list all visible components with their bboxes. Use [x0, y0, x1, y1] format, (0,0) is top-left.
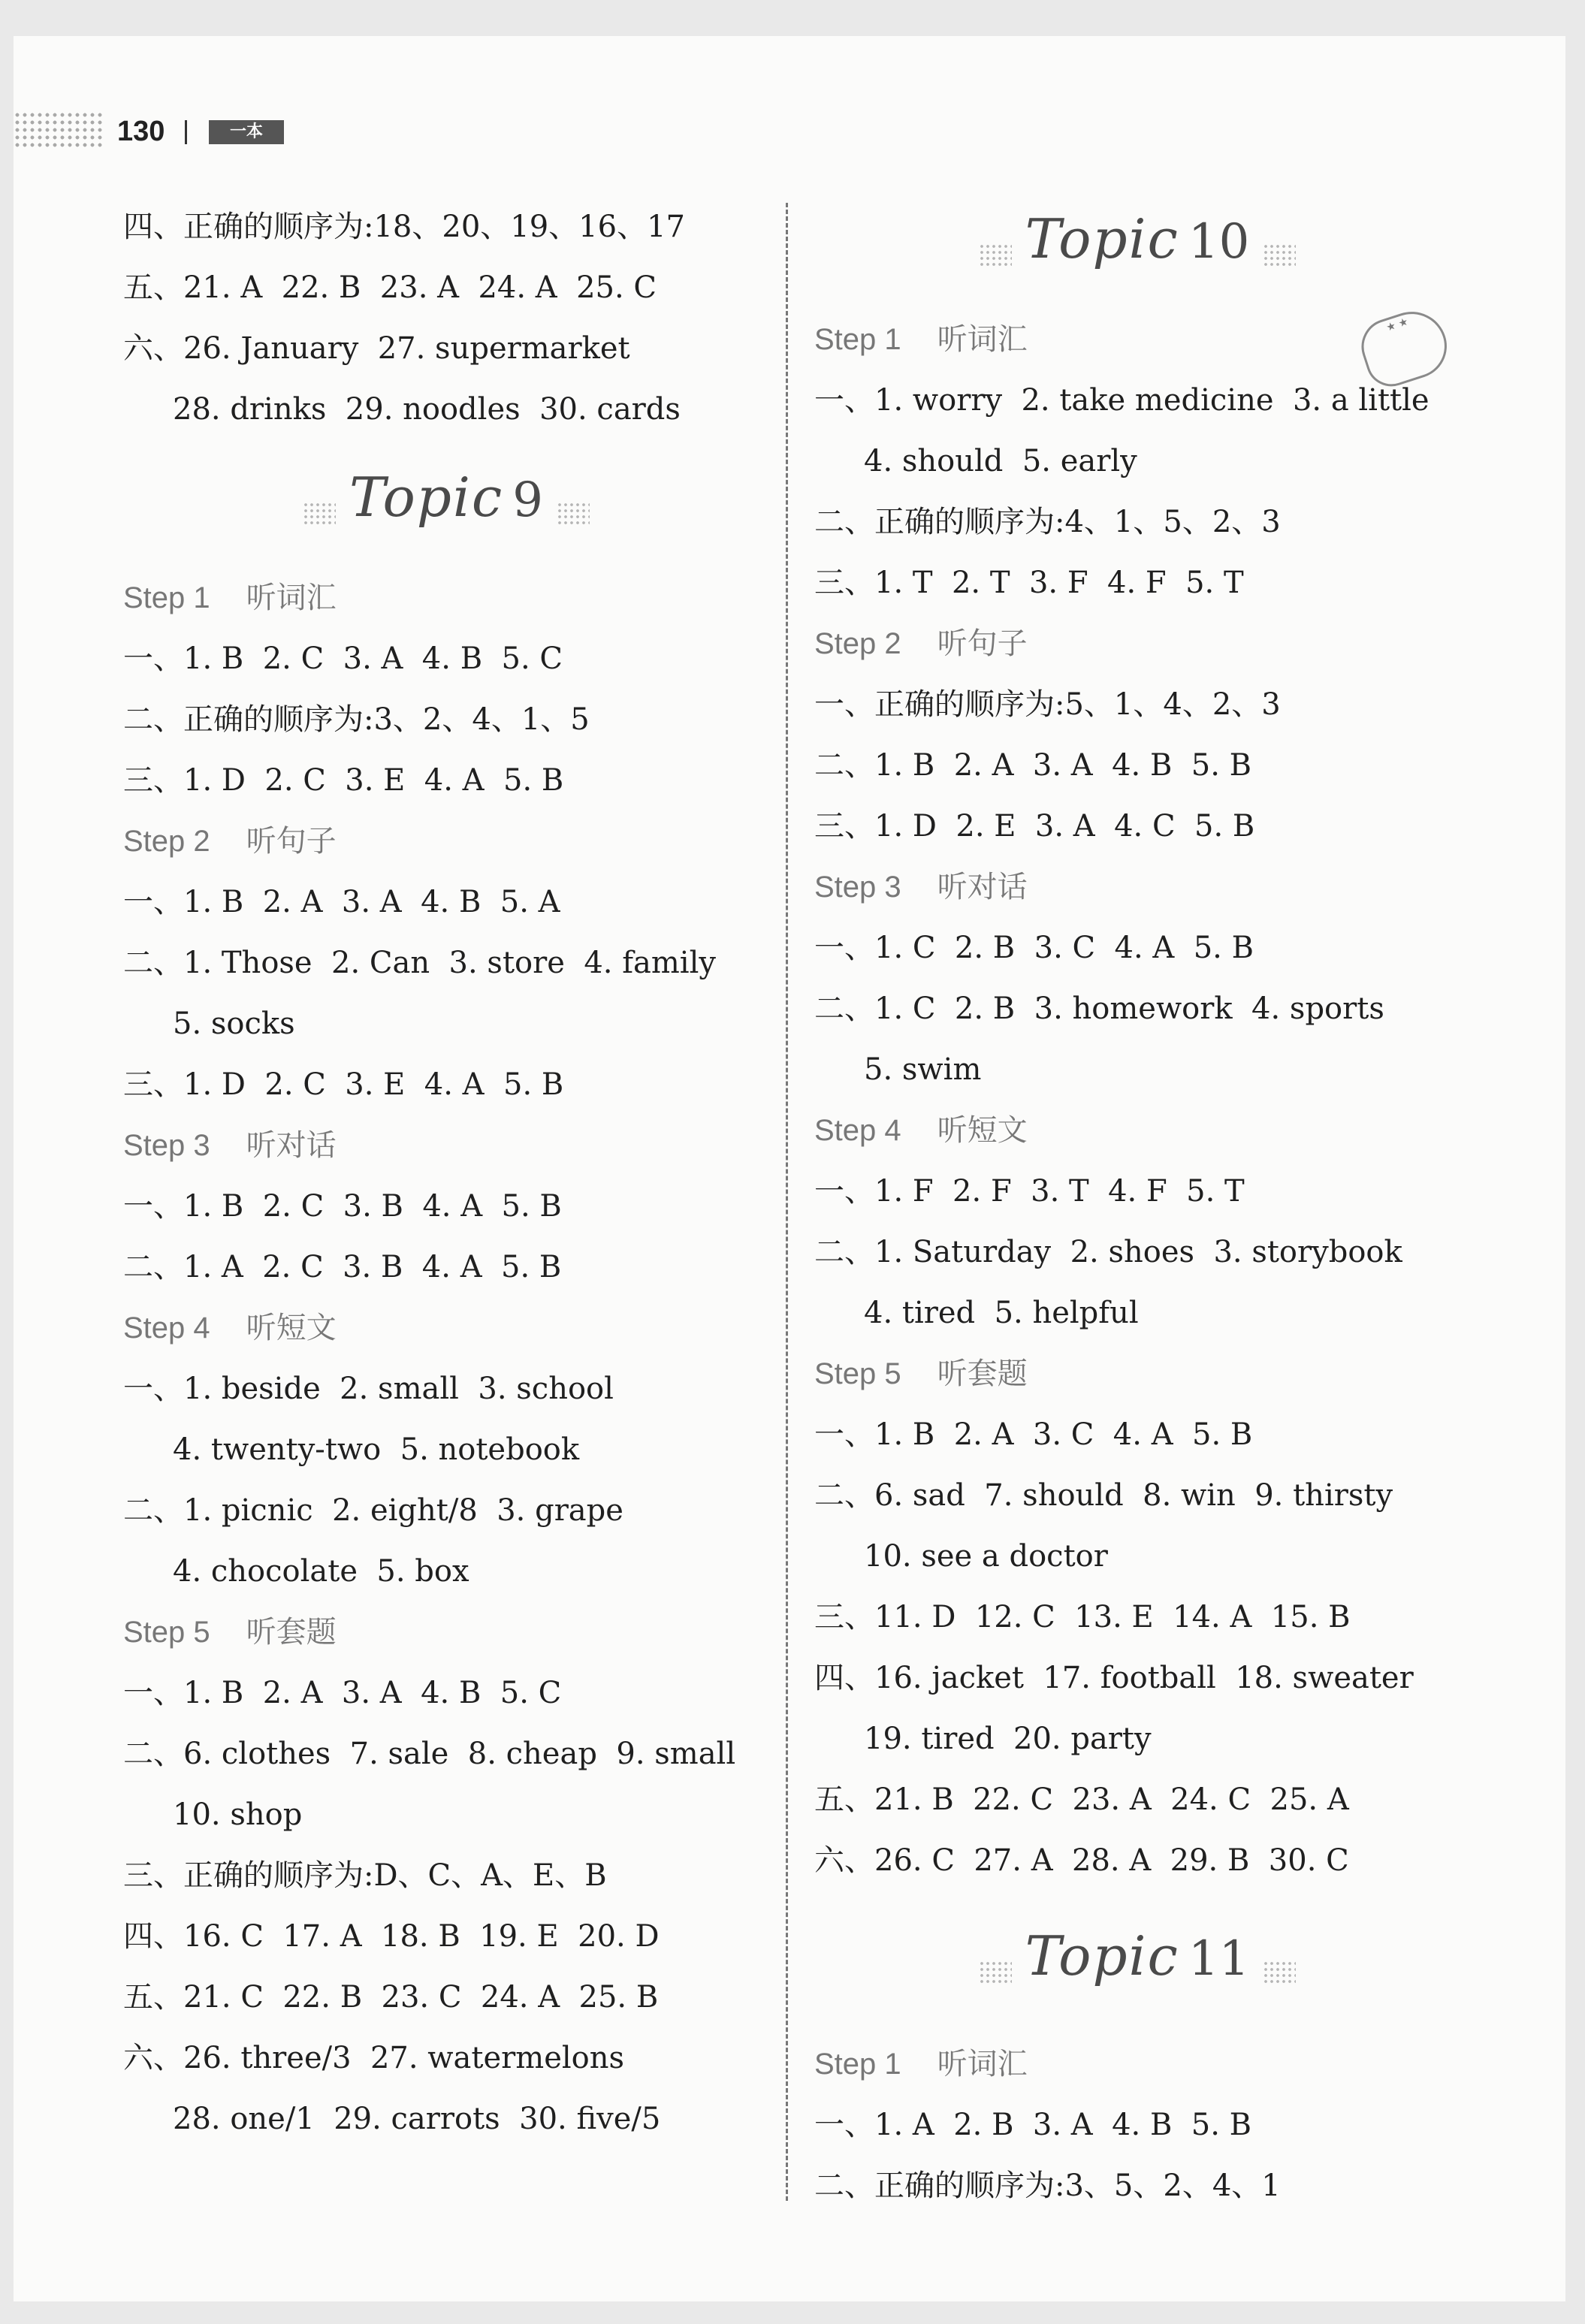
heading-dots: [557, 502, 590, 524]
heading-dots: [1263, 243, 1296, 266]
answer-line: 五、21. C 22. B 23. C 24. A 25. B: [123, 1980, 659, 2015]
answer-line: 二、正确的顺序为:3、2、4、1、5: [123, 702, 590, 737]
answer-line: 4. twenty-two 5. notebook: [173, 1432, 580, 1467]
answer-line: 一、1. beside 2. small 3. school: [123, 1372, 614, 1406]
step-heading: Step 3 听对话: [814, 871, 1028, 904]
answer-line: 二、1. C 2. B 3. homework 4. sports: [814, 991, 1384, 1026]
answer-line: 二、1. A 2. C 3. B 4. A 5. B: [123, 1250, 562, 1284]
answer-line: 六、26. C 27. A 28. A 29. B 30. C: [814, 1843, 1349, 1878]
answer-line: 一、1. B 2. C 3. A 4. B 5. C: [123, 641, 563, 676]
answer-line: 4. should 5. early: [864, 444, 1137, 478]
answer-line: 28. one/1 29. carrots 30. five/5: [173, 2102, 661, 2136]
answer-line: 一、1. F 2. F 3. T 4. F 5. T: [814, 1174, 1245, 1209]
answer-line: 四、正确的顺序为:18、20、19、16、17: [123, 210, 685, 244]
answer-line: 一、1. B 2. C 3. B 4. A 5. B: [123, 1189, 562, 1224]
answer-line: 5. socks: [173, 1007, 295, 1041]
header-dot-pattern: [14, 111, 102, 147]
answer-line: 一、1. worry 2. take medicine 3. a little: [814, 383, 1430, 418]
answer-line: 一、1. A 2. B 3. A 4. B 5. B: [814, 2108, 1252, 2142]
answer-line: 二、正确的顺序为:3、5、2、4、1: [814, 2169, 1281, 2203]
header-tag: 一本: [209, 120, 284, 144]
answer-line: 二、正确的顺序为:4、1、5、2、3: [814, 505, 1281, 539]
answer-line: 4. tired 5. helpful: [864, 1296, 1139, 1330]
step-heading: Step 4 听短文: [123, 1311, 337, 1345]
answer-line: 5. swim: [864, 1052, 982, 1087]
step-heading: Step 5 听套题: [123, 1616, 337, 1649]
answer-line: 六、26. three/3 27. watermelons: [123, 2041, 625, 2075]
topic-11-heading: Topic 11: [814, 1891, 1460, 2034]
answer-line: 一、1. C 2. B 3. C 4. A 5. B: [814, 931, 1254, 965]
page-number: 130: [117, 116, 165, 147]
step-heading: Step 2 听句子: [123, 825, 337, 858]
header-divider: [185, 120, 187, 144]
answer-line: 4. chocolate 5. box: [173, 1554, 469, 1589]
answer-line: 10. see a doctor: [864, 1539, 1108, 1574]
step-heading: Step 1 听词汇: [814, 2048, 1028, 2081]
answer-line: 二、1. picnic 2. eight/8 3. grape: [123, 1493, 623, 1528]
answer-line: 五、21. A 22. B 23. A 24. A 25. C: [123, 270, 657, 305]
step-heading: Step 2 听句子: [814, 627, 1028, 660]
topic-10-heading: Topic 10: [814, 182, 1460, 309]
step-heading: Step 3 听对话: [123, 1129, 337, 1162]
answer-line: 三、1. D 2. C 3. E 4. A 5. B: [123, 1067, 564, 1102]
answer-line: 10. shop: [173, 1797, 303, 1832]
answer-line: 一、1. B 2. A 3. C 4. A 5. B: [814, 1417, 1253, 1452]
answer-line: 二、1. Those 2. Can 3. store 4. family: [123, 946, 716, 980]
step-heading: Step 4 听短文: [814, 1114, 1028, 1147]
right-column: [814, 197, 1460, 2217]
answer-line: 三、1. T 2. T 3. F 4. F 5. T: [814, 566, 1244, 600]
step-heading: Step 5 听套题: [814, 1357, 1028, 1390]
answer-line: 五、21. B 22. C 23. A 24. C 25. A: [814, 1782, 1349, 1817]
answer-line: 一、1. B 2. A 3. A 4. B 5. A: [123, 885, 560, 919]
answer-line: 四、16. C 17. A 18. B 19. E 20. D: [123, 1919, 660, 1954]
answer-line: 二、6. sad 7. should 8. win 9. thirsty: [814, 1478, 1393, 1513]
step-heading: Step 1 听词汇: [814, 323, 1028, 356]
topic-9-heading: Topic 9: [123, 440, 769, 568]
answer-line: 二、6. clothes 7. sale 8. cheap 9. small: [123, 1737, 736, 1771]
step-heading: Step 1 听词汇: [123, 581, 337, 614]
heading-dots: [979, 1960, 1012, 1983]
answer-line: 二、1. B 2. A 3. A 4. B 5. B: [814, 748, 1252, 783]
answer-line: 三、11. D 12. C 13. E 14. A 15. B: [814, 1600, 1351, 1634]
answer-line: 一、正确的顺序为:5、1、4、2、3: [814, 687, 1281, 722]
heading-dots: [303, 502, 336, 524]
answer-line: 六、26. January 27. supermarket: [123, 331, 630, 366]
left-column: [123, 197, 769, 2150]
answer-line: 19. tired 20. party: [864, 1722, 1152, 1756]
answer-line: 二、1. Saturday 2. shoes 3. storybook: [814, 1235, 1402, 1269]
answer-line: 三、正确的顺序为:D、C、A、E、B: [123, 1858, 607, 1893]
heading-dots: [979, 243, 1012, 266]
answer-line: 一、1. B 2. A 3. A 4. B 5. C: [123, 1676, 562, 1710]
answer-line: 四、16. jacket 17. football 18. sweater: [814, 1661, 1414, 1695]
stamp-mark: ★ ★: [1354, 303, 1455, 393]
answer-line: 28. drinks 29. noodles 30. cards: [173, 392, 681, 427]
answer-line: 三、1. D 2. C 3. E 4. A 5. B: [123, 763, 564, 798]
answer-line: 三、1. D 2. E 3. A 4. C 5. B: [814, 809, 1255, 844]
column-divider: [786, 203, 788, 2201]
heading-dots: [1263, 1960, 1296, 1983]
